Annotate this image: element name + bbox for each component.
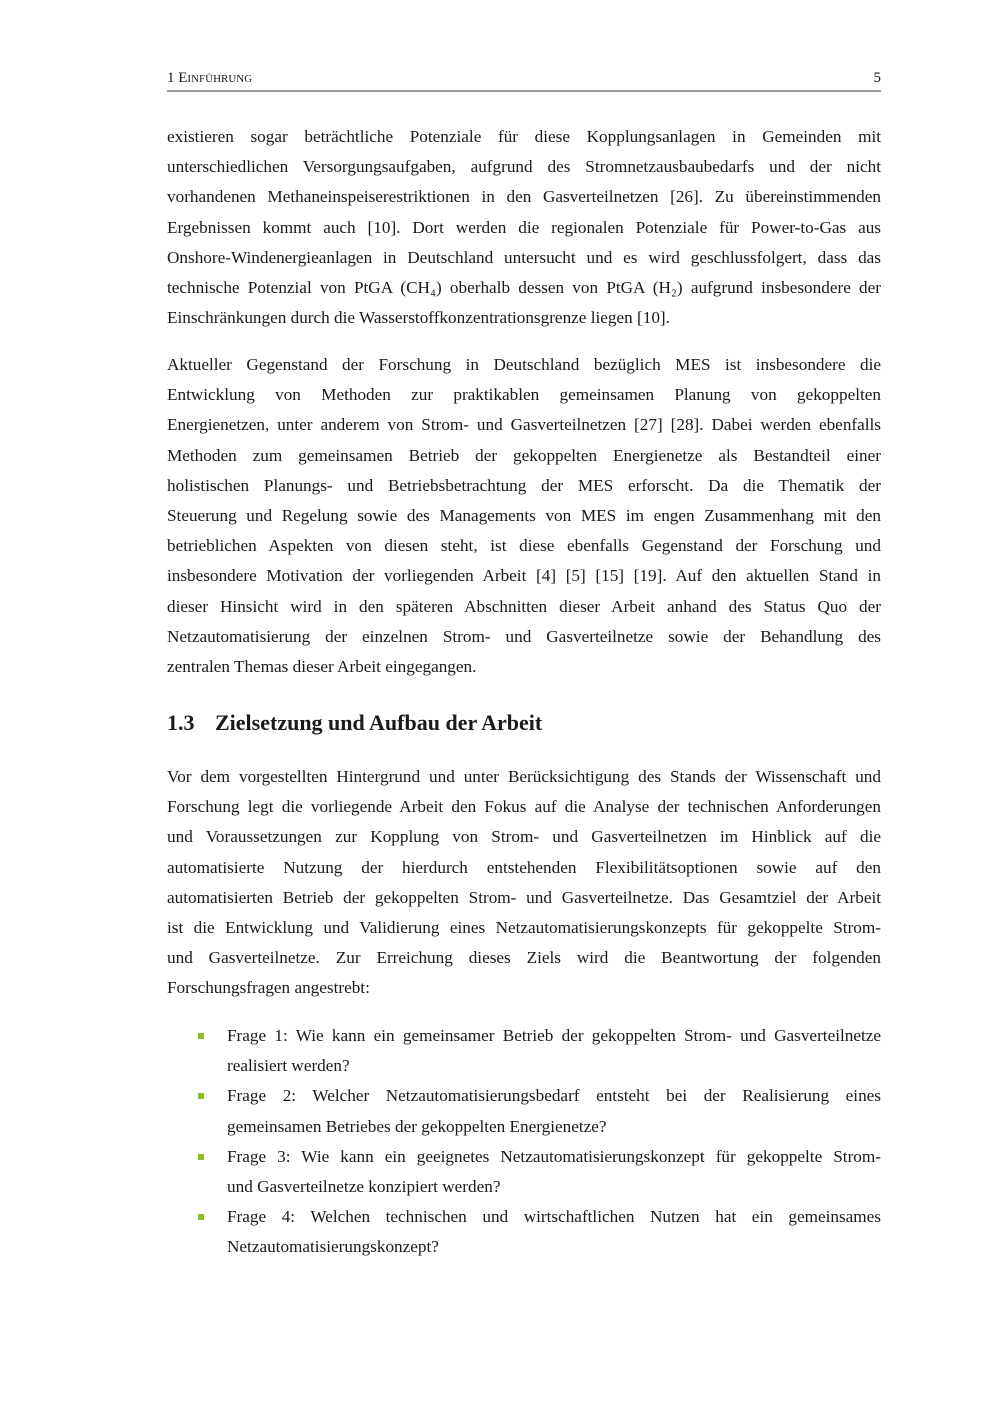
text-line: Einschränkungen durch die Wasserstoffkonzentrationsgrenze liegen [10]. — [167, 308, 670, 328]
text-line: ist die Entwicklung und Validierung eines Netzautomatisierungskonzepts für gekoppelte Strom- — [167, 918, 881, 938]
text-line: technische Potenzial von PtGA (CH₄) oberhalb dessen von PtGA (H₂) aufgrund insbesondere der — [167, 278, 881, 298]
text-line: unterschiedlichen Versorgungsaufgaben, aufgrund des Stromnetzausbaubedarfs und der nicht — [167, 157, 881, 177]
page-number: 5 — [873, 70, 881, 86]
text-line: Netzautomatisierung der einzelnen Strom- und Gasverteilnetze sowie der Behandlung des — [167, 626, 881, 646]
text-line: Forschung legt die vorliegende Arbeit den Fokus auf die Analyse der technischen Anforderungen — [167, 797, 881, 817]
text-line: existieren sogar beträchtliche Potenziale für diese Kopplungsanlagen in Gemeinden mit — [167, 127, 881, 146]
text-line: Frage 3: Wie kann ein geeignetes Netzautomatisierungskonzept für gekoppelte Strom- — [227, 1146, 881, 1166]
text-line: Netzautomatisierungskonzept? — [227, 1237, 439, 1257]
list-item — [198, 1021, 881, 1081]
text-line: Aktueller Gegenstand der Forschung in Deutschland bezüglich MES ist insbesondere die — [167, 355, 881, 374]
text-line: realisiert werden? — [227, 1056, 350, 1076]
text-line: gemeinsamen Betriebes der gekoppelten Energienetze? — [227, 1116, 607, 1136]
chapter-title: 1 Einführung — [167, 70, 253, 86]
running-header — [167, 68, 881, 92]
list-item — [198, 1142, 881, 1202]
text-line: dieser Hinsicht wird in den späteren Abschnitten dieser Arbeit anhand des Status Quo der — [167, 596, 881, 616]
text-line: Frage 1: Wie kann ein gemeinsamer Betrieb der gekoppelten Strom- und Gasverteilnetze — [227, 1026, 881, 1045]
text-line: holistischen Planungs- und Betriebsbetrachtung der MES erforscht. Da die Thematik der — [167, 475, 881, 495]
square-bullet-icon — [198, 1033, 204, 1039]
section-heading — [167, 710, 542, 736]
text-line: zentralen Themas dieser Arbeit eingegangen. — [167, 657, 477, 677]
text-line: und Voraussetzungen zur Kopplung von Strom- und Gasverteilnetzen im Hinblick auf die — [167, 827, 881, 847]
paragraph-1 — [167, 122, 881, 333]
text-line: automatisierte Nutzung der hierdurch entstehenden Flexibilitätsoptionen sowie auf den — [167, 857, 881, 877]
text-line: betrieblichen Aspekten von diesen steht, ist diese ebenfalls Gegenstand der Forschung und — [167, 536, 881, 556]
text-line: insbesondere Motivation der vorliegenden Arbeit [4] [5] [15] [19]. Auf den aktuellen Stand in — [167, 566, 881, 586]
research-questions-list — [198, 1021, 881, 1263]
text-line: Ergebnissen kommt auch [10]. Dort werden die regionalen Potenziale für Power-to-Gas aus — [167, 217, 881, 237]
section-title: Zielsetzung und Aufbau der Arbeit — [215, 710, 543, 735]
text-line: Frage 2: Welcher Netzautomatisierungsbedarf entsteht bei der Realisierung eines — [227, 1086, 881, 1106]
paragraph-3 — [167, 762, 881, 1004]
text-line: Energienetzen, unter anderem von Strom- und Gasverteilnetzen [27] [28]. Dabei werden ebenfalls — [167, 415, 881, 435]
text-line: Vor dem vorgestellten Hintergrund und unter Berücksichtigung des Stands der Wissenschaft und — [167, 767, 881, 786]
square-bullet-icon — [198, 1214, 204, 1220]
list-item — [198, 1202, 881, 1262]
section-number: 1.3 — [167, 710, 195, 735]
text-line: automatisierten Betrieb der gekoppelten Strom- und Gasverteilnetze. Das Gesamtziel der Arbeit — [167, 887, 881, 907]
text-line: Entwicklung von Methoden zur praktikablen gemeinsamen Planung von gekoppelten — [167, 385, 881, 405]
text-line: und Gasverteilnetze. Zur Erreichung dieses Ziels wird die Beantwortung der folgenden — [167, 948, 881, 968]
text-line: und Gasverteilnetze konzipiert werden? — [227, 1177, 501, 1197]
text-line: Onshore-Windenergieanlagen in Deutschland untersucht und es wird geschlussfolgert, dass das — [167, 247, 881, 267]
paragraph-2 — [167, 350, 881, 682]
text-line: Frage 4: Welchen technischen und wirtschaftlichen Nutzen hat ein gemeinsames — [227, 1207, 881, 1227]
text-line: vorhandenen Methaneinspeiserestriktionen in den Gasverteilnetzen [26]. Zu übereinstimmenden — [167, 187, 881, 207]
text-line: Methoden zum gemeinsamen Betrieb der gekoppelten Energienetze als Bestandteil einer — [167, 445, 881, 465]
list-item — [198, 1081, 881, 1141]
square-bullet-icon — [198, 1154, 204, 1160]
text-line: Steuerung und Regelung sowie des Managements von MES im engen Zusammenhang mit den — [167, 506, 881, 526]
square-bullet-icon — [198, 1093, 204, 1099]
text-line: Forschungsfragen angestrebt: — [167, 978, 370, 998]
